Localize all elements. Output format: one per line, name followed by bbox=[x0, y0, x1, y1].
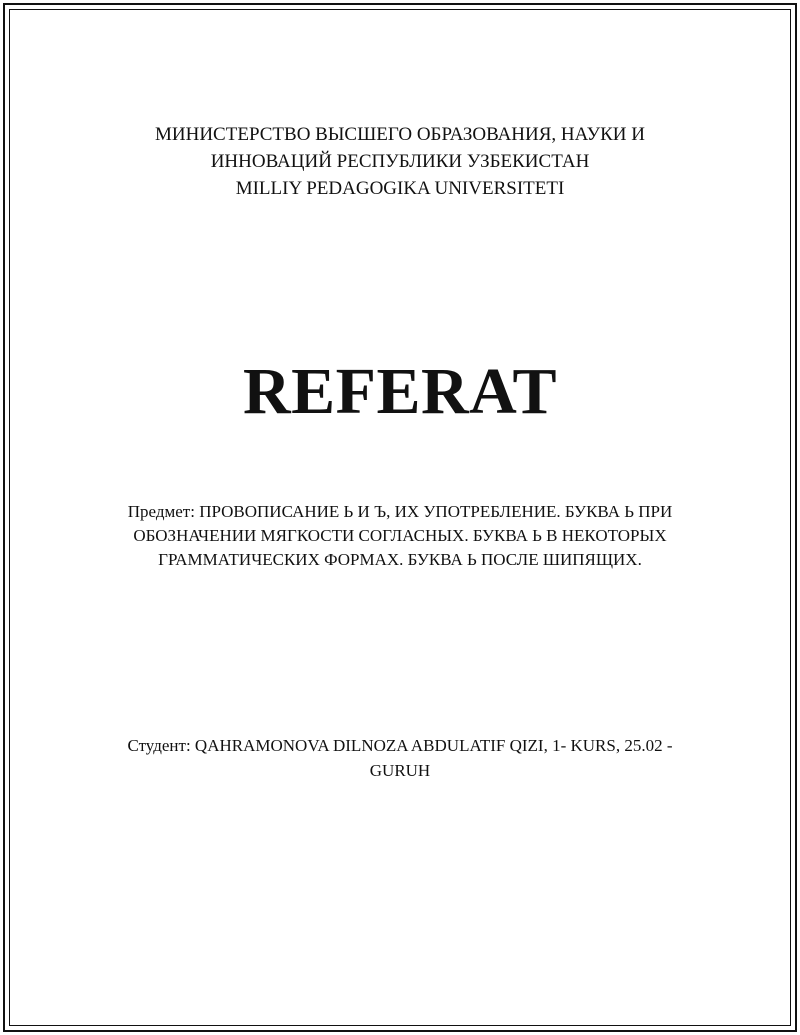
header-line-3: MILLIY PEDAGOGIKA UNIVERSITETI bbox=[235, 178, 565, 199]
subject-text: Предмет: ПРОВОПИСАНИЕ Ь И Ъ, ИХ УПОТРЕБЛЕНИЕ. БУКВА Ь ПРИ ОБОЗНАЧЕНИИ МЯГКОСТИ СОГЛАСНЫХ. БУКВА Ь В НЕКОТОРЫХ ГРАММАТИЧЕСКИХ ФОРМАХ. БУКВА Ь ПОСЛЕ ШИПЯЩИХ. bbox=[127, 502, 673, 569]
subject-block bbox=[0, 500, 800, 572]
header-line-2: ИННОВАЦИЙ РЕСПУБЛИКИ УЗБЕКИСТАН bbox=[210, 151, 590, 172]
header-line-1: МИНИСТЕРСТВО ВЫСШЕГО ОБРАЗОВАНИЯ, НАУКИ И bbox=[155, 124, 645, 145]
ministry-header bbox=[0, 121, 800, 202]
student-text: Студент: QAHRAMONOVA DILNOZA ABDULATIF QIZI, 1- KURS, 25.02 - GURUH bbox=[127, 736, 673, 780]
student-block bbox=[0, 733, 800, 783]
document-title: REFERAT bbox=[243, 355, 557, 428]
